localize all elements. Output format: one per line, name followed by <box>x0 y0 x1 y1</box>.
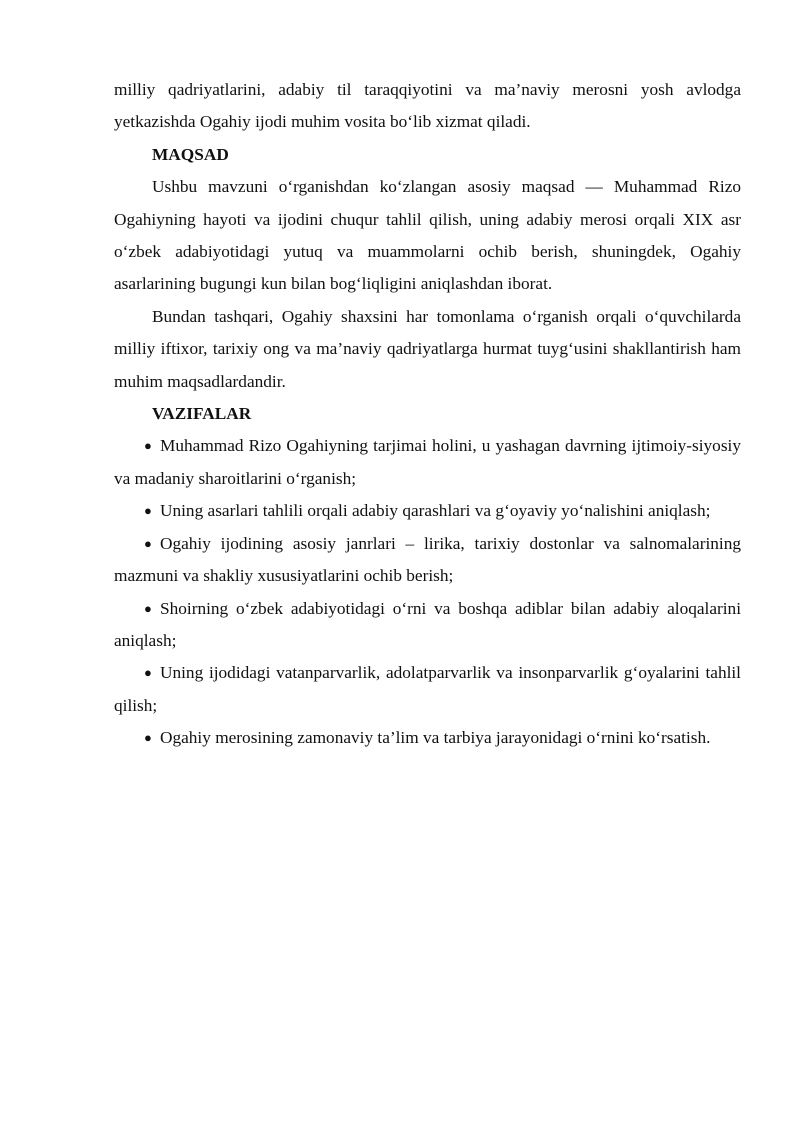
document-page <box>114 74 741 755</box>
list-item-text: Muhammad Rizo Ogahiyning tarjimai holini, u yashagan davrning ijtimoiy-siyosiy va madaniy sharoitlarini o‘rganish; <box>114 436 741 488</box>
list-item <box>114 657 741 722</box>
bullet-icon: ● <box>144 730 152 746</box>
list-item <box>114 495 741 527</box>
list-item-text: Shoirning o‘zbek adabiyotidagi o‘rni va boshqa adiblar bilan adabiy aloqalarini aniqlash; <box>114 598 741 650</box>
list-item-text: Uning ijodidagi vatanparvarlik, adolatparvarlik va insonparvarlik g‘oyalarini tahlil qilish; <box>114 663 741 715</box>
maqsad-heading: MAQSAD <box>152 144 229 164</box>
list-item <box>114 722 741 754</box>
vazifalar-list <box>114 430 741 754</box>
bullet-icon: ● <box>144 503 152 519</box>
vazifalar-heading: VAZIFALAR <box>152 404 252 424</box>
list-item <box>114 593 741 658</box>
list-item-text: Ogahiy merosining zamonaviy ta’lim va tarbiya jarayonidagi o‘rnini ko‘rsatish. <box>160 728 711 748</box>
maqsad-paragraph-1: Ushbu mavzuni o‘rganishdan ko‘zlangan asosiy maqsad — Muhammad Rizo Ogahiyning hayoti va ijodini chuqur tahlil qilish, uning adabiy merosi orqali XIX asr o‘zbek adabiyotidagi yutuq va muammolarni ochib berish, shuningdek, Ogahiy asarlarining bugungi kun bilan bog‘liqligini aniqlashdan iborat. <box>114 177 741 294</box>
maqsad-paragraph-2: Bundan tashqari, Ogahiy shaxsini har tomonlama o‘rganish orqali o‘quvchilarda milliy iftixor, tarixiy ong va ma’naviy qadriyatlarga hurmat tuyg‘usini shakllantirish ham muhim maqsadlardandir. <box>114 306 741 391</box>
bullet-icon: ● <box>144 600 152 616</box>
list-item-text: Uning asarlari tahlili orqali adabiy qarashlari va g‘oyaviy yo‘nalishini aniqlash; <box>160 501 711 521</box>
list-item-text: Ogahiy ijodining asosiy janrlari – lirika, tarixiy dostonlar va salnomalarining mazmuni va shakliy xususiyatlarini ochib berish; <box>114 533 741 586</box>
bullet-icon: ● <box>144 535 152 551</box>
bullet-icon: ● <box>144 438 152 454</box>
intro-paragraph: milliy qadriyatlarini, adabiy til taraqqiyotini va ma’naviy merosni yosh avlodga yetkazishda Ogahiy ijodi muhim vosita bo‘lib xizmat qiladi. <box>114 80 741 132</box>
list-item <box>114 430 741 495</box>
list-item <box>114 528 741 593</box>
bullet-icon: ● <box>144 665 152 681</box>
